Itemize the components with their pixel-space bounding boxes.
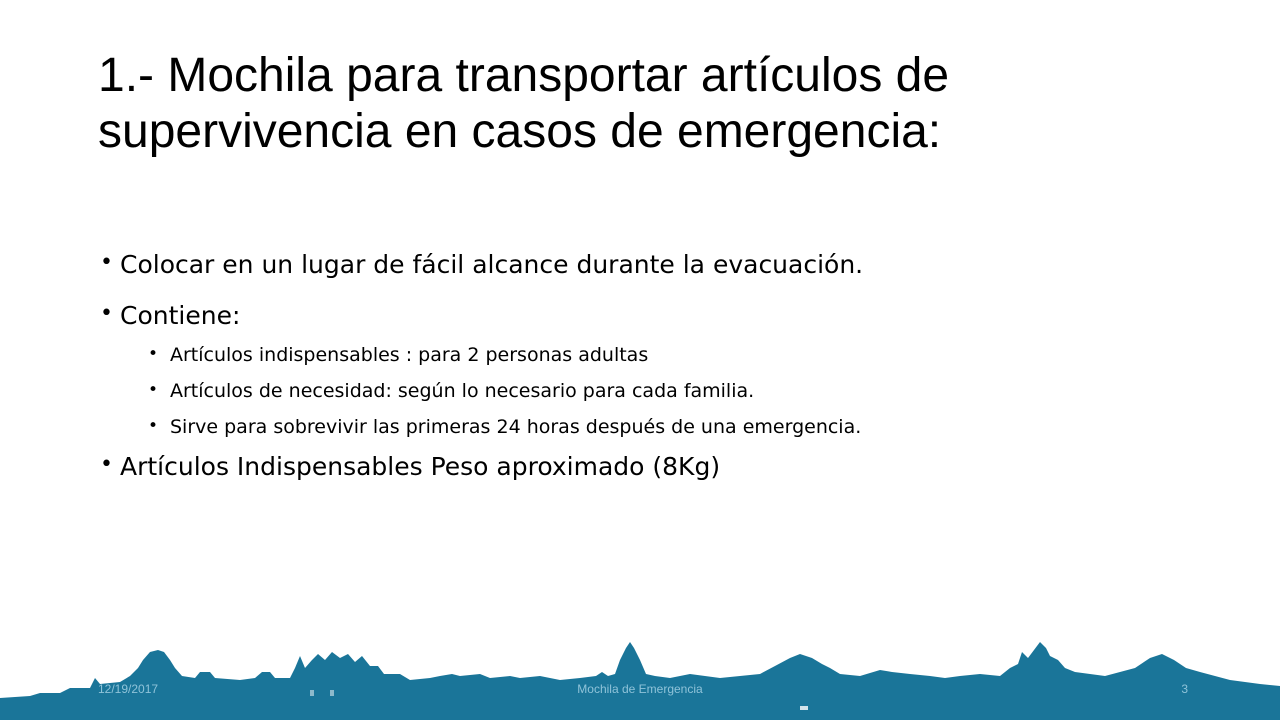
sub-bullet-24-horas: • Sirve para sobrevivir las primeras 24 horas después de una emergencia.: [100, 416, 1220, 438]
footer-date: 12/19/2017: [98, 682, 159, 696]
footer-page-number: 3: [1181, 682, 1188, 696]
skyline-silhouette: [0, 642, 1280, 720]
slide-body: [100, 250, 1220, 503]
slide-title-line-1: 1.- Mochila para transportar artículos de: [98, 49, 950, 102]
bullet-evacuation: • Colocar en un lugar de fácil alcance durante la evacuación.: [100, 250, 1220, 279]
slide-title: [98, 48, 1218, 160]
bullet-contiene: • Contiene:: [100, 301, 1220, 330]
slide-title-line-2: supervivencia en casos de emergencia:: [98, 105, 942, 158]
sub-bullet-necesidad: • Artículos de necesidad: según lo necesario para cada familia.: [100, 380, 1220, 402]
city-skyline-graphic: [0, 638, 1280, 720]
bullet-peso: • Artículos Indispensables Peso aproximado (8Kg): [100, 452, 1220, 481]
sub-bullet-indispensables: • Artículos indispensables : para 2 personas adultas: [100, 344, 1220, 366]
footer-title: Mochila de Emergencia: [577, 682, 703, 696]
sub-bullet-list: [100, 344, 1220, 438]
skyline-window: [800, 706, 808, 710]
